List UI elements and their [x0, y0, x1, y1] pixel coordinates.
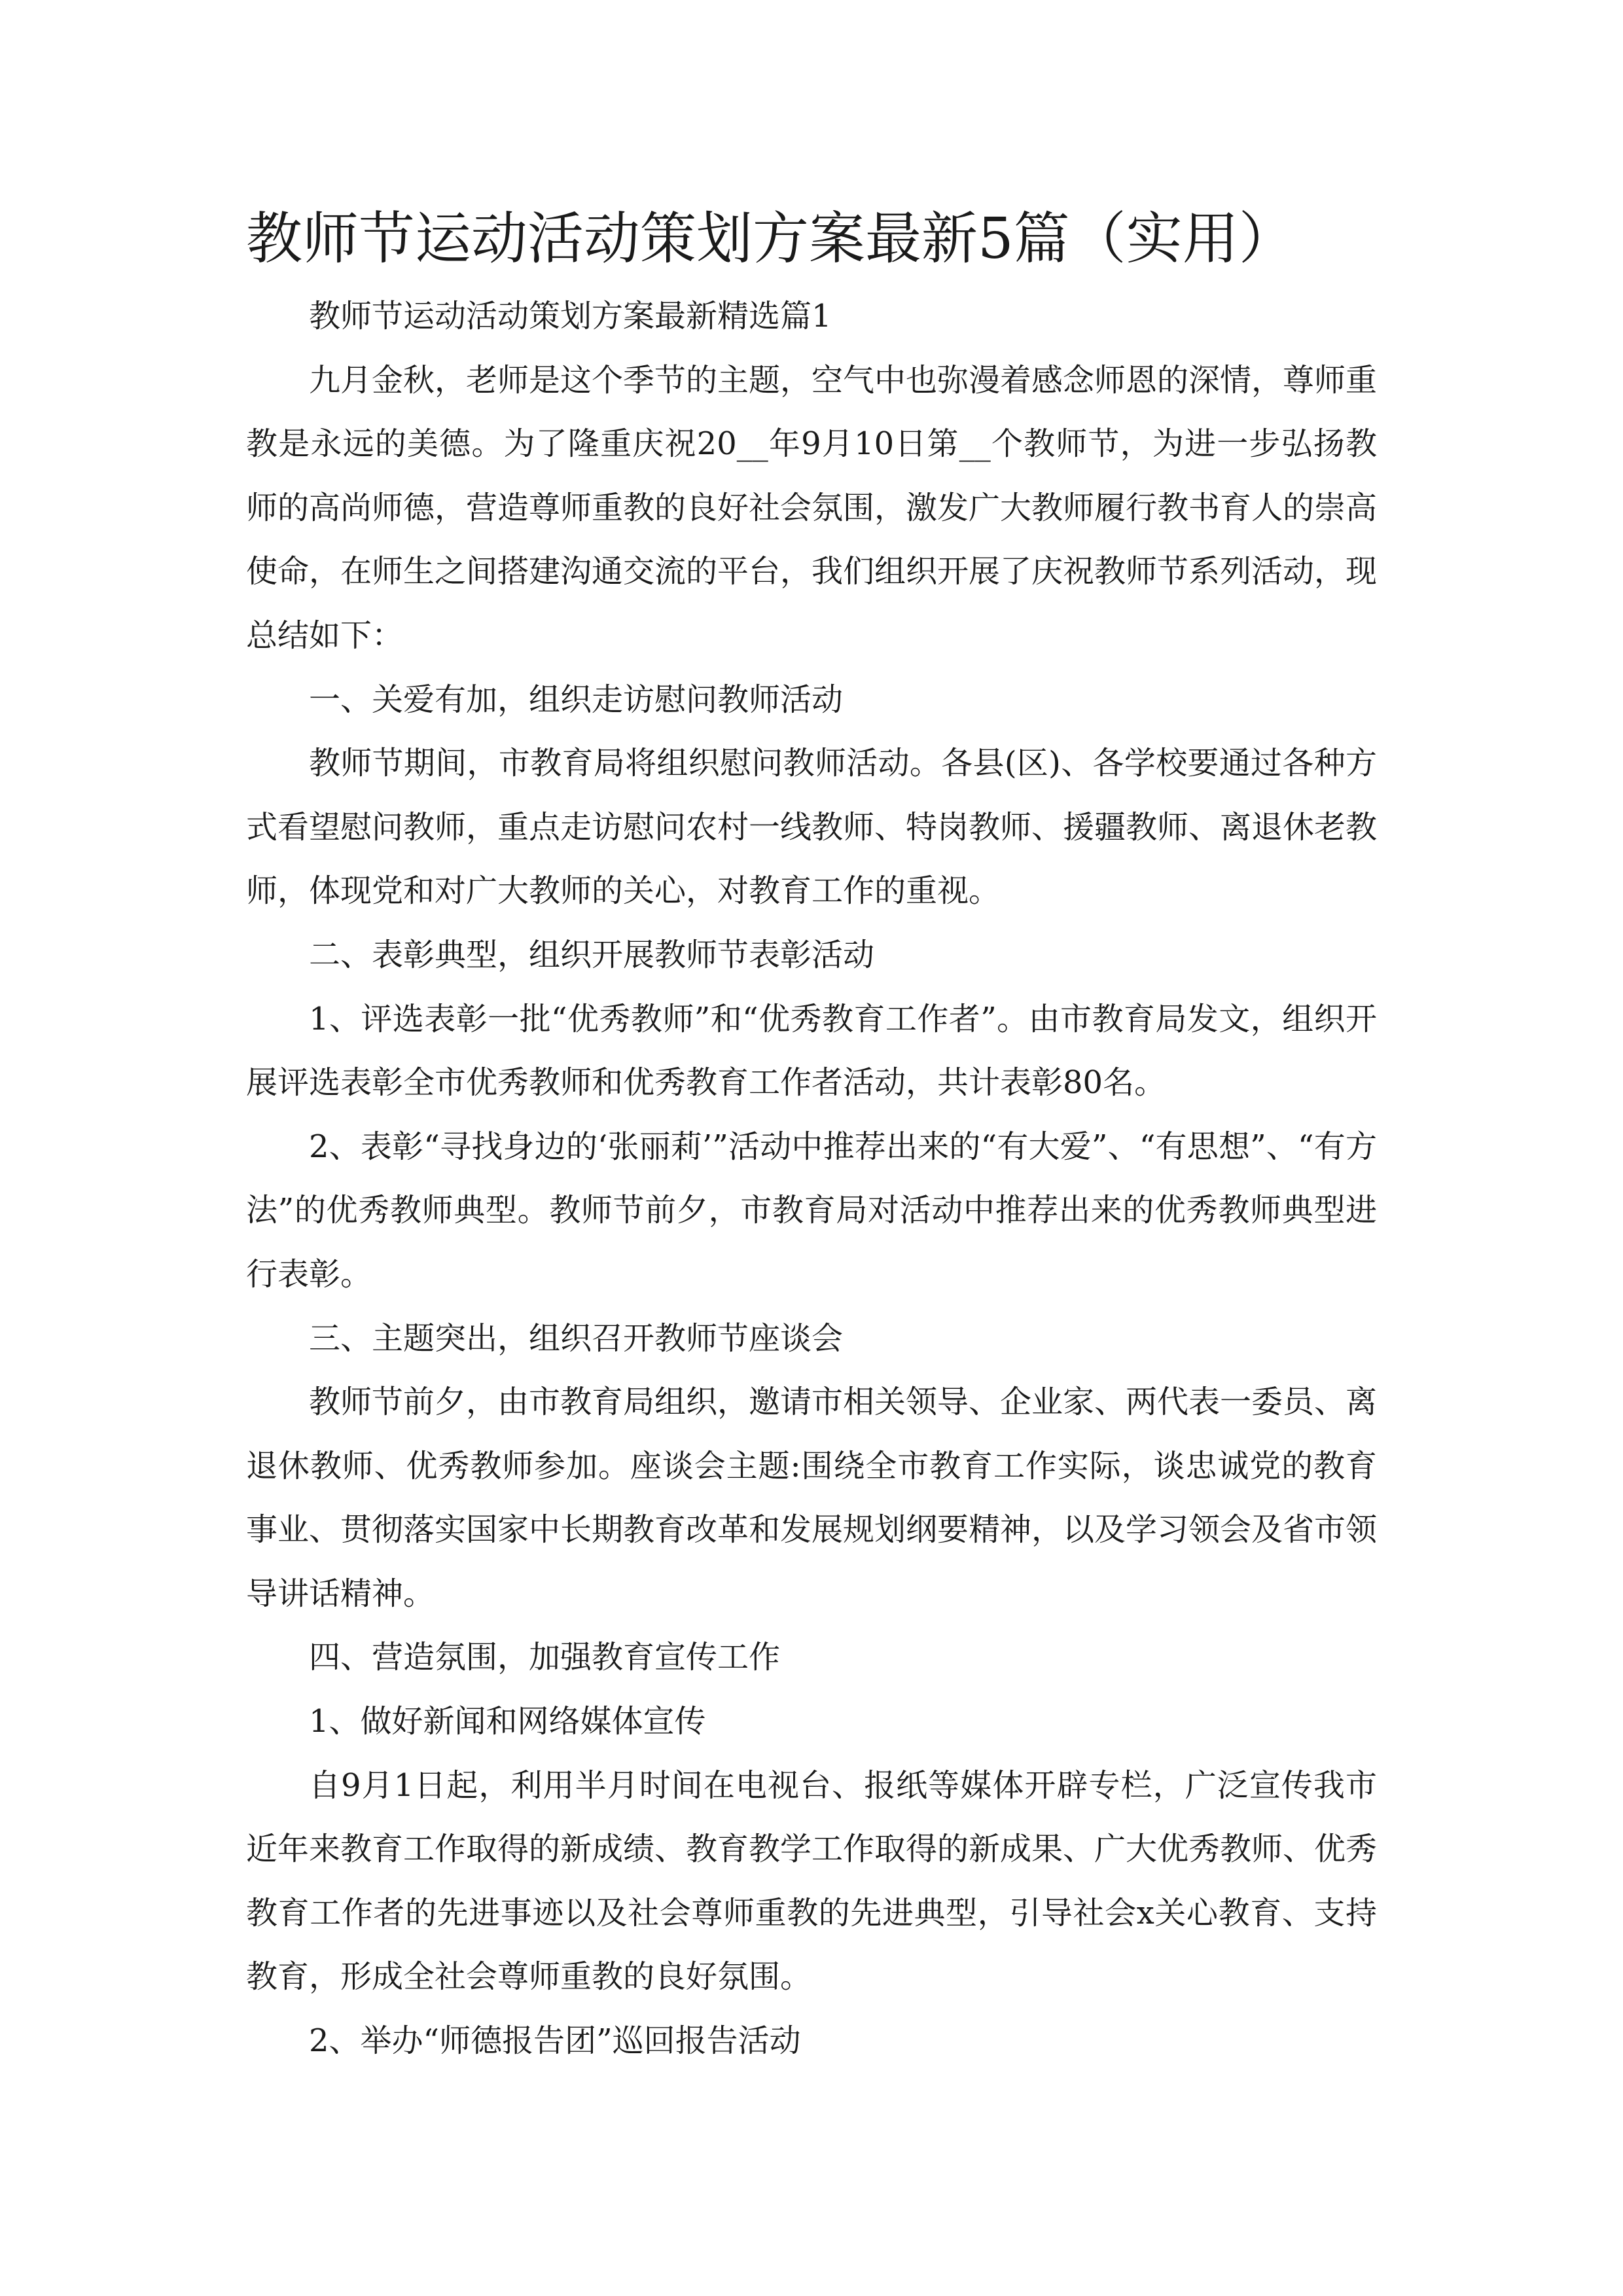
body-paragraph: 教师节期间，市教育局将组织慰问教师活动。各县(区)、各学校要通过各种方式看望慰问教师，重点走访慰问农村一线教师、特岗教师、援疆教师、离退休老教师，体现党和对广大教师的关心，对教育工作的重视。	[246, 745, 1378, 910]
section-heading: 四、营造氛围，加强教育宣传工作	[309, 1639, 781, 1676]
section-subtitle: 教师节运动活动策划方案最新精选篇1	[309, 298, 832, 334]
body-paragraph: 九月金秋，老师是这个季节的主题，空气中也弥漫着感念师恩的深情，尊师重教是永远的美德。为了隆重庆祝20__年9月10日第__个教师节，为进一步弘扬教师的高尚师德，营造尊师重教的良好社会氛围，激发广大教师履行教书育人的崇高使命，在师生之间搭建沟通交流的平台，我们组织开展了庆祝教师节系列活动，现总结如下：	[246, 361, 1378, 654]
section-heading: 三、主题突出，组织召开教师节座谈会	[309, 1319, 844, 1357]
list-item: 2、表彰“寻找身边的‘张丽莉’”活动中推荐出来的“有大爱”、“有思想”、“有方法”的优秀教师典型。教师节前夕，市教育局对活动中推荐出来的优秀教师典型进行表彰。	[246, 1128, 1377, 1293]
list-item: 1、评选表彰一批“优秀教师”和“优秀教育工作者”。由市教育局发文，组织开展评选表彰全市优秀教师和优秀教育工作者活动，共计表彰80名。	[246, 1000, 1377, 1102]
sub-heading: 2、举办“师德报告团”巡回报告活动	[309, 2022, 801, 2060]
document-body	[246, 285, 1377, 2073]
body-paragraph: 教师节前夕，由市教育局组织，邀请市相关领导、企业家、两代表一委员、离退休教师、优秀教师参加。座谈会主题:围绕全市教育工作实际，谈忠诚党的教育事业、贯彻落实国家中长期教育改革和发展规划纲要精神，以及学习领会及省市领导讲话精神。	[246, 1384, 1378, 1612]
sub-heading: 1、做好新闻和网络媒体宣传	[309, 1703, 706, 1740]
section-heading: 二、表彰典型，组织开展教师节表彰活动	[309, 936, 875, 973]
body-paragraph: 自9月1日起，利用半月时间在电视台、报纸等媒体开辟专栏，广泛宣传我市近年来教育工作取得的新成绩、教育教学工作取得的新成果、广大优秀教师、优秀教育工作者的先进事迹以及社会尊师重教的先进典型，引导社会x关心教育、支持教育，形成全社会尊师重教的良好氛围。	[246, 1767, 1378, 1996]
document-title: 教师节运动活动策划方案最新5篇（实用）	[246, 206, 1295, 272]
section-heading: 一、关爱有加，组织走访慰问教师活动	[309, 681, 844, 718]
